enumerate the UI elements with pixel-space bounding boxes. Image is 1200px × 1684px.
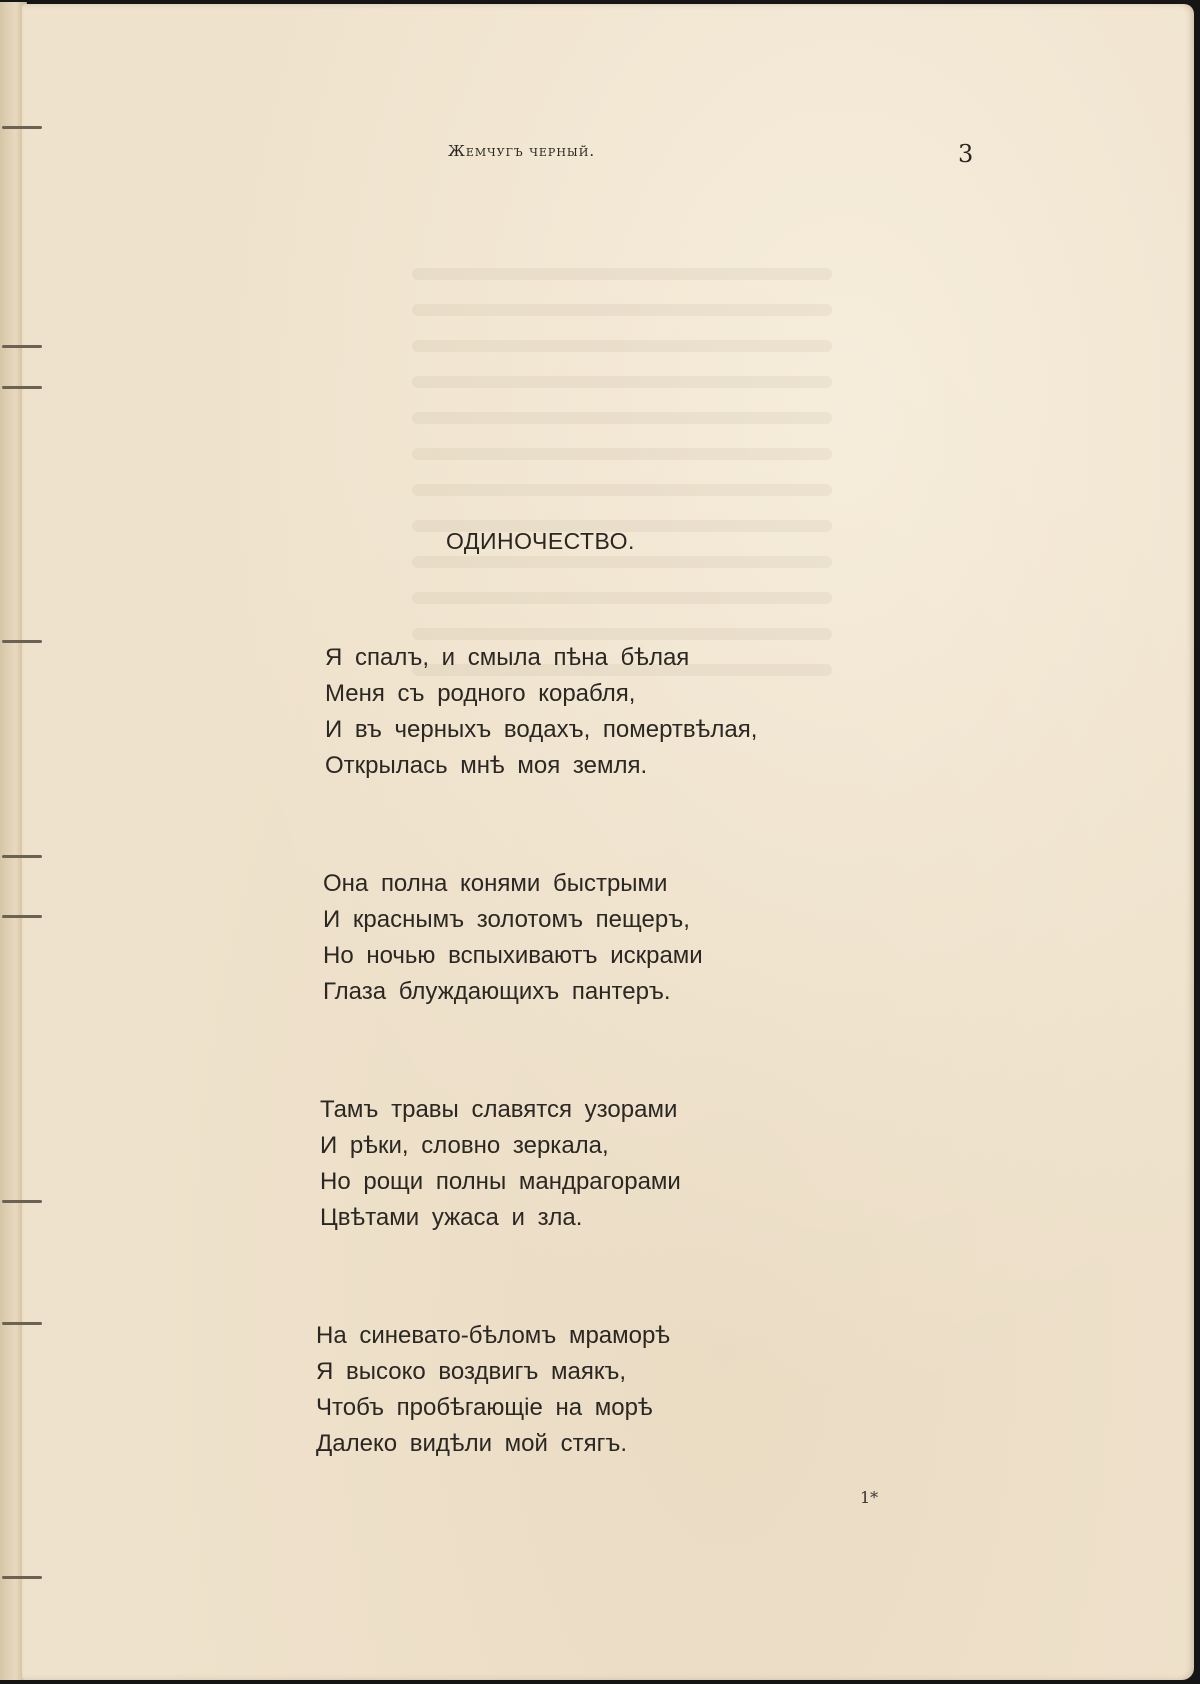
poem-line: Но ночью вспыхиваютъ искрами [323, 942, 703, 969]
poem-line: Чтобъ пробѣгающіе на морѣ [316, 1394, 653, 1421]
binding-stitch [2, 915, 42, 918]
binding-stitch [2, 1576, 42, 1579]
poem-line: На синевато-бѣломъ мраморѣ [316, 1322, 671, 1349]
poem-line: Глаза блуждающихъ пантеръ. [323, 978, 671, 1005]
binding-stitch [2, 126, 42, 129]
binding-stitch [2, 1200, 42, 1203]
poem-line: Я спалъ, и смыла пѣна бѣлая [325, 644, 690, 671]
binding-stitch [2, 386, 42, 389]
binding-stitch [2, 855, 42, 858]
poem-line: И въ черныхъ водахъ, помертвѣлая, [325, 716, 758, 743]
poem-line: Цвѣтами ужаса и зла. [320, 1204, 583, 1231]
stanza [320, 1092, 681, 1236]
poem-line: Открылась мнѣ моя земля. [325, 752, 648, 779]
poem-line: Но рощи полны мандрагорами [320, 1168, 681, 1195]
binding-stitch [2, 640, 42, 643]
poem-line: Меня съ родного корабля, [325, 680, 636, 707]
poem-title: ОДИНОЧЕСТВО. [446, 528, 635, 554]
stanza [323, 866, 703, 1010]
running-header: Жемчугъ черный. [448, 142, 596, 160]
poem-line: Она полна конями быстрыми [323, 870, 668, 897]
printer-signature-mark: 1* [860, 1488, 879, 1507]
stanza [325, 640, 757, 784]
binding-stitch [2, 345, 42, 348]
poem-line: Далеко видѣли мой стягъ. [316, 1430, 628, 1457]
poem-line: И краснымъ золотомъ пещеръ, [323, 906, 690, 933]
page-number: 3 [958, 140, 974, 168]
binding-stitch [2, 1322, 42, 1325]
poem-line: Я высоко воздвигъ маякъ, [316, 1358, 627, 1385]
poem-line: Тамъ травы славятся узорами [320, 1096, 678, 1123]
poem-line: И рѣки, словно зеркала, [320, 1132, 609, 1159]
stanza [316, 1318, 670, 1462]
